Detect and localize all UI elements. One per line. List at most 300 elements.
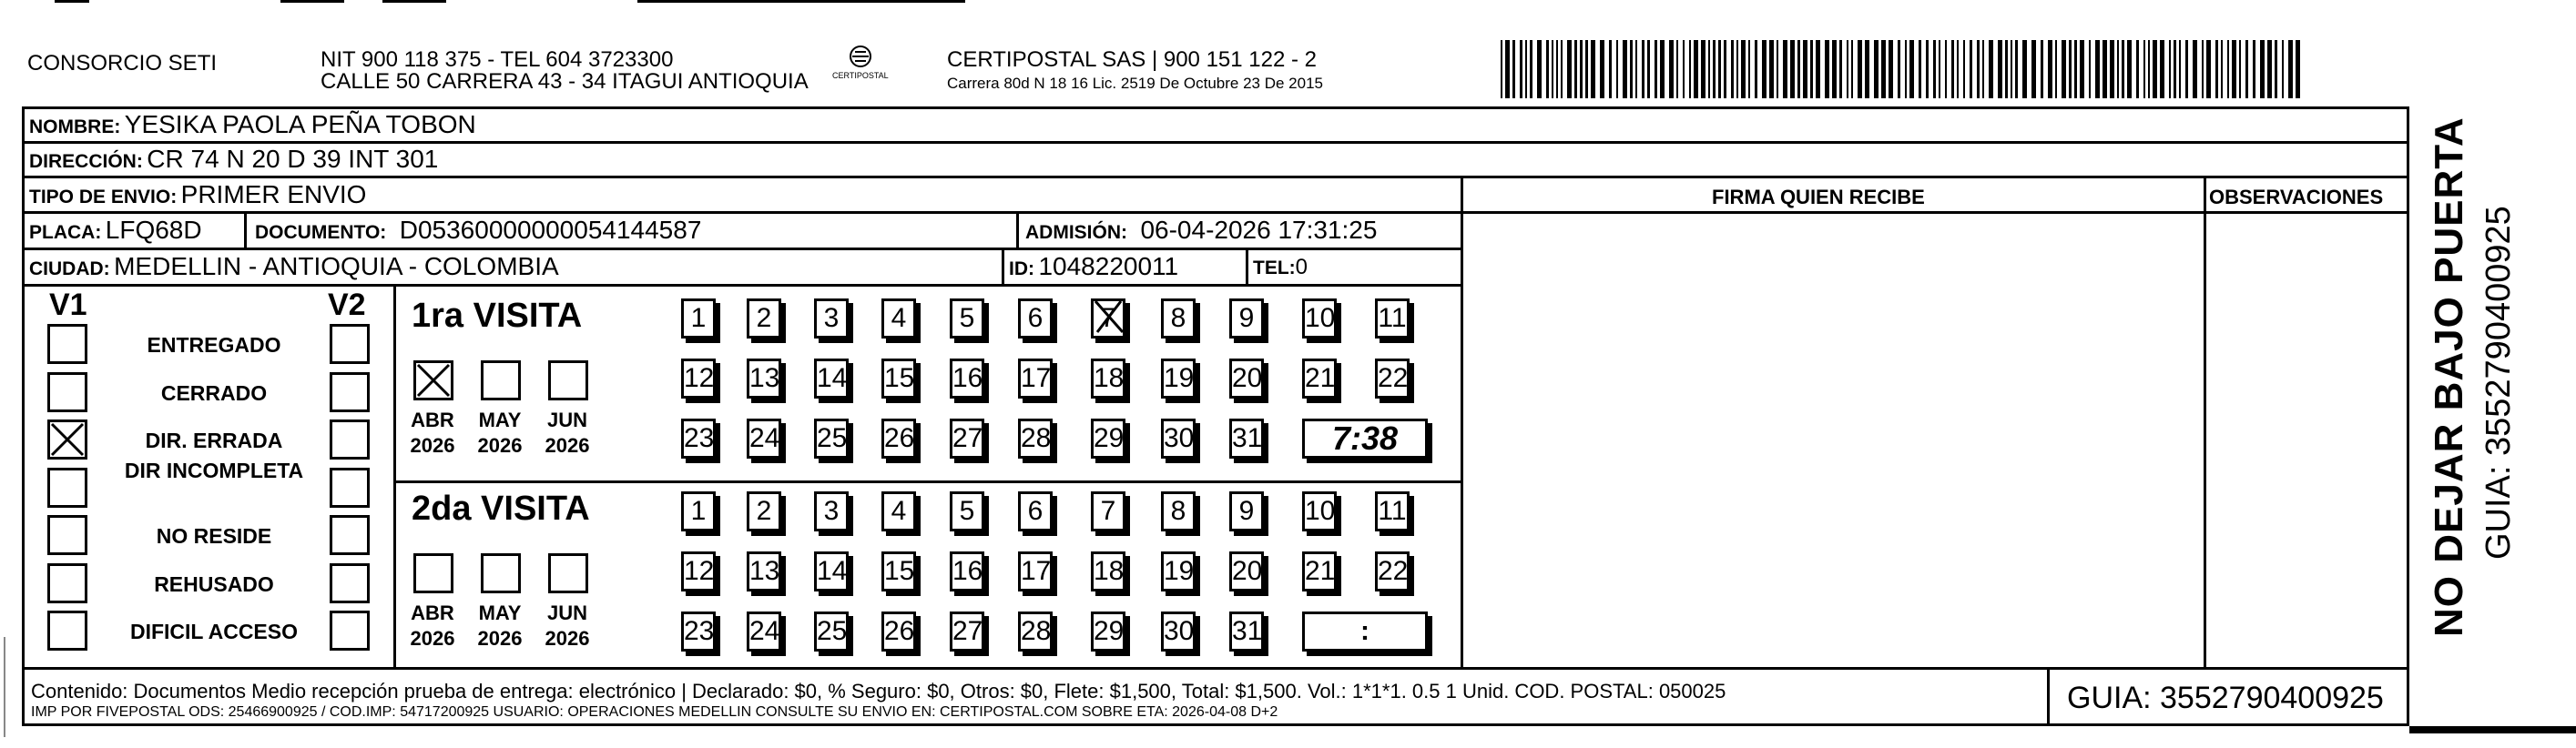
placa-divider — [244, 211, 247, 248]
month-name: JUN — [546, 409, 587, 431]
day-box[interactable]: 24 — [747, 612, 781, 652]
barcode-bar — [1591, 40, 1595, 98]
day-box[interactable]: 25 — [814, 419, 849, 459]
barcode-bar — [1970, 40, 1972, 98]
barcode-bar — [1963, 40, 1965, 98]
barcode-bar — [1708, 40, 1710, 98]
barcode-bar — [1881, 40, 1886, 98]
barcode-bar — [1642, 40, 1644, 98]
documento-value: D05360000000054144587 — [399, 216, 702, 244]
barcode-bar — [2122, 40, 2124, 98]
visit-divider — [393, 284, 396, 667]
frame-bottom — [22, 723, 2409, 726]
guia-footer: GUIA: 3552790400925 — [2067, 681, 2384, 715]
admision-row — [1025, 216, 1377, 245]
barcode-bar — [1951, 40, 1954, 98]
barcode-bar — [2245, 40, 2248, 98]
barcode-bar — [2080, 40, 2084, 98]
v1-status-checkbox[interactable] — [47, 563, 87, 603]
day-box[interactable]: 29 — [1091, 612, 1125, 652]
day-box[interactable]: 27 — [950, 419, 984, 459]
day-box[interactable]: 18 — [1091, 551, 1125, 591]
barcode-bar — [2239, 40, 2241, 98]
barcode-bar — [1858, 40, 1862, 98]
id-divider — [1002, 248, 1004, 284]
license-line: Carrera 80d N 18 16 Lic. 2519 De Octubre 23 De 2015 — [947, 75, 1323, 92]
barcode-bar — [1512, 40, 1515, 98]
barcode-bar — [1683, 40, 1685, 98]
direccion-label: DIRECCIÓN: — [29, 151, 143, 172]
month-label — [401, 408, 464, 459]
status-label: ENTREGADO — [147, 333, 281, 357]
barcode-bar — [1825, 40, 1829, 98]
day-box[interactable]: 21 — [1302, 551, 1337, 591]
barcode-bar — [2117, 40, 2119, 98]
day-box[interactable]: 9 — [1229, 298, 1264, 339]
day-box[interactable]: 12 — [681, 359, 716, 399]
month-name: JUN — [546, 601, 587, 624]
tipo-row — [29, 180, 366, 209]
barcode-bar — [2089, 40, 2091, 98]
documento-row — [255, 216, 701, 245]
month-checkbox[interactable] — [413, 360, 453, 400]
barcode-bar — [1676, 40, 1678, 98]
month-checkbox[interactable] — [481, 360, 521, 400]
barcode-bar — [1777, 40, 1778, 98]
contenido-line: Contenido: Documentos Medio recepción prueba de entrega: electrónico | Declarado: $0, % Seguro: $0, Otros: $0, Flete: $1,500, Total: $1,500. Vol.: 1*1*1. 0.5 1 Unid. COD. POSTAL: 050025 — [31, 680, 1726, 703]
v1-status-checkbox[interactable] — [47, 324, 87, 364]
barcode-bar — [2179, 40, 2181, 98]
barcode-bar — [2227, 40, 2229, 98]
barcode-bar — [1537, 40, 1542, 98]
id-row — [1009, 252, 1178, 281]
v2-status-checkbox[interactable] — [330, 468, 370, 508]
no-dejar-label: NO DEJAR BAJO PUERTA — [2427, 116, 2471, 637]
barcode-bar — [1713, 40, 1716, 98]
tipo-value: PRIMER ENVIO — [180, 180, 367, 208]
barcode-bar — [1989, 40, 1993, 98]
day-box[interactable]: 1 — [681, 491, 716, 531]
barcode-bar — [2267, 40, 2272, 98]
barcode-bar — [1832, 40, 1837, 98]
month-name: MAY — [478, 601, 522, 624]
barcode-bar — [2110, 40, 2114, 98]
v1-status-checkbox[interactable] — [47, 372, 87, 412]
barcode-bar — [2055, 40, 2057, 98]
month-name: MAY — [478, 409, 522, 431]
month-checkbox[interactable] — [548, 553, 588, 593]
day-box[interactable]: 23 — [681, 419, 716, 459]
day-box[interactable]: 26 — [881, 612, 916, 652]
first-visit-title: 1ra VISITA — [412, 297, 583, 335]
barcode-bar — [2048, 40, 2052, 98]
x-mark-icon — [416, 363, 451, 398]
barcode-bar — [1810, 40, 1813, 98]
barcode-bar — [2174, 40, 2176, 98]
v1-status-checkbox[interactable] — [47, 468, 87, 508]
month-year: 2026 — [477, 434, 523, 457]
barcode-bar — [1546, 40, 1549, 98]
barcode-bar — [2202, 40, 2204, 98]
barcode-bar — [1660, 40, 1665, 98]
barcode-bar — [1874, 40, 1879, 98]
month-year: 2026 — [545, 434, 590, 457]
ciudad-label: CIUDAD: — [29, 258, 110, 279]
barcode-bar — [1701, 40, 1705, 98]
day-box[interactable]: 30 — [1161, 612, 1196, 652]
barcode-bar — [1933, 40, 1936, 98]
barcode-bar — [2185, 40, 2188, 98]
barcode-bar — [2288, 40, 2293, 98]
day-number: 7 — [1100, 303, 1116, 333]
status-label: DIFICIL ACCESO — [129, 620, 298, 643]
v2-status-checkbox[interactable] — [330, 515, 370, 555]
barcode-bar — [1998, 40, 2002, 98]
month-label — [468, 601, 532, 652]
day-box[interactable]: 14 — [814, 551, 849, 591]
barcode-bar — [2095, 40, 2100, 98]
day-box[interactable]: 21 — [1302, 359, 1337, 399]
day-box[interactable]: 1 — [681, 298, 716, 339]
tel-row — [1253, 255, 1308, 280]
barcode-bar — [2127, 40, 2132, 98]
firma-divider — [1461, 176, 1463, 667]
status-label: NO RESIDE — [156, 524, 272, 548]
day-box[interactable]: 28 — [1018, 612, 1053, 652]
month-checkbox[interactable] — [413, 553, 453, 593]
barcode-bar — [1552, 40, 1553, 98]
day-box[interactable]: 20 — [1229, 359, 1264, 399]
status-label: DIR. ERRADA — [145, 429, 283, 452]
logo-text: CERTIPOSTAL — [832, 71, 889, 80]
day-box[interactable]: 16 — [950, 359, 984, 399]
barcode-bar — [1630, 40, 1633, 98]
barcode-bar — [1926, 40, 1929, 98]
barcode-bar — [2069, 40, 2072, 98]
day-box[interactable]: 17 — [1018, 359, 1053, 399]
barcode-bar — [1939, 40, 1940, 98]
id-value: 1048220011 — [1038, 252, 1179, 280]
day-box[interactable]: 16 — [950, 551, 984, 591]
v2-status-checkbox[interactable] — [330, 563, 370, 603]
certipostal-logo-icon — [838, 44, 883, 89]
month-checkbox[interactable] — [481, 553, 521, 593]
barcode-bar — [2253, 40, 2255, 98]
barcode-bar — [1755, 40, 1757, 98]
barcode-bar — [1839, 40, 1842, 98]
barcode-bar — [1748, 40, 1750, 98]
barcode-bar — [1736, 40, 1738, 98]
day-box[interactable]: 31 — [1229, 612, 1264, 652]
top-dash — [280, 0, 344, 3]
frame-right — [2407, 106, 2409, 725]
barcode-bar — [2148, 40, 2150, 98]
barcode-bar — [2022, 40, 2027, 98]
month-checkbox[interactable] — [548, 360, 588, 400]
time-box[interactable]: : — [1302, 612, 1428, 652]
barcode-bar — [1694, 40, 1698, 98]
side-guia: GUIA: 3552790400925 — [2479, 206, 2518, 560]
day-box[interactable]: 4 — [881, 298, 916, 339]
tel-divider — [1246, 248, 1248, 284]
day-box[interactable]: 15 — [881, 551, 916, 591]
month-year: 2026 — [410, 627, 455, 650]
barcode-bar — [2041, 40, 2043, 98]
barcode-bar — [1616, 40, 1618, 98]
day-box[interactable]: 31 — [1229, 419, 1264, 459]
day-box[interactable]: 20 — [1229, 551, 1264, 591]
certipostal-line: CERTIPOSTAL SAS | 900 151 122 - 2 — [947, 47, 1317, 72]
barcode-bar — [2206, 40, 2211, 98]
barcode-bar — [1635, 40, 1637, 98]
barcode-bar — [2282, 40, 2284, 98]
address-line: CALLE 50 CARRERA 43 - 34 ITAGUI ANTIOQUIA — [321, 69, 809, 94]
v2-label: V2 — [328, 288, 366, 322]
barcode-bar — [1803, 40, 1807, 98]
placa-value: LFQ68D — [105, 216, 202, 244]
nombre-row — [29, 110, 476, 139]
status-label: CERRADO — [160, 380, 268, 405]
barcode-bar — [1585, 40, 1588, 98]
v1-status-checkbox[interactable] — [47, 515, 87, 555]
barcode-bar — [1520, 40, 1522, 98]
day-box[interactable]: 22 — [1375, 359, 1410, 399]
direccion-row — [29, 145, 438, 174]
status-label: REHUSADO — [154, 571, 274, 596]
barcode-bar — [1689, 40, 1691, 98]
barcode-bar — [2193, 40, 2197, 98]
barcode-bar — [2031, 40, 2036, 98]
day-box[interactable]: 27 — [950, 612, 984, 652]
barcode-bar — [1718, 40, 1721, 98]
admision-divider — [1016, 211, 1019, 248]
barcode-bar — [1600, 40, 1604, 98]
day-box[interactable]: 23 — [681, 612, 716, 652]
barcode-bar — [1525, 40, 1527, 98]
barcode-bar — [2296, 40, 2300, 98]
barcode-bar — [2215, 40, 2218, 98]
barcode-bar — [1567, 40, 1572, 98]
nit-line: NIT 900 118 375 - TEL 604 3723300 — [321, 47, 674, 72]
row-line — [22, 211, 2409, 214]
day-box[interactable]: 11 — [1375, 491, 1410, 531]
day-box[interactable]: 5 — [950, 491, 984, 531]
barcode-bar — [1574, 40, 1577, 98]
day-box[interactable]: 25 — [814, 612, 849, 652]
barcode-bar — [1731, 40, 1734, 98]
barcode-bar — [2011, 40, 2012, 98]
barcode-bar — [1797, 40, 1800, 98]
day-box[interactable]: 2 — [747, 298, 781, 339]
day-box[interactable]: 2 — [747, 491, 781, 531]
barcode-bar — [1762, 40, 1767, 98]
day-box[interactable]: 10 — [1302, 491, 1337, 531]
day-box[interactable]: 6 — [1018, 298, 1053, 339]
barcode-bar — [1909, 40, 1914, 98]
barcode-bar — [1945, 40, 1947, 98]
barcode-bar — [2160, 40, 2164, 98]
barcode-bar — [1865, 40, 1869, 98]
visit-mid-line — [393, 480, 1461, 483]
month-label — [535, 408, 599, 459]
barcode-bar — [1580, 40, 1583, 98]
nombre-label: NOMBRE: — [29, 116, 121, 137]
tel-value: 0 — [1295, 255, 1308, 279]
barcode-bar — [1669, 40, 1674, 98]
top-dash — [55, 0, 89, 3]
time-box[interactable]: 7:38 — [1302, 419, 1428, 459]
tel-label: TEL: — [1253, 258, 1296, 278]
v1-status-checkbox[interactable] — [47, 611, 87, 651]
barcode-bar — [1769, 40, 1774, 98]
second-visit-title: 2da VISITA — [412, 490, 590, 528]
month-year: 2026 — [477, 627, 523, 650]
day-box[interactable]: 3 — [814, 298, 849, 339]
day-box[interactable]: 5 — [950, 298, 984, 339]
top-dash — [382, 0, 446, 3]
month-label — [535, 601, 599, 652]
x-mark-icon — [50, 422, 85, 457]
top-dash — [637, 0, 965, 3]
day-box[interactable]: 15 — [881, 359, 916, 399]
barcode-bar — [2074, 40, 2077, 98]
placa-label: PLACA: — [29, 222, 102, 243]
day-box[interactable] — [1091, 298, 1125, 339]
day-box[interactable]: 22 — [1375, 551, 1410, 591]
month-name: ABR — [411, 601, 454, 624]
day-box[interactable]: 24 — [747, 419, 781, 459]
v1-label: V1 — [49, 288, 87, 322]
barcode-bar — [2169, 40, 2171, 98]
barcode-bar — [1783, 40, 1787, 98]
barcode-bar — [2260, 40, 2265, 98]
day-box[interactable]: 19 — [1161, 359, 1196, 399]
day-box[interactable]: 29 — [1091, 419, 1125, 459]
barcode-bar — [1724, 40, 1726, 98]
ciudad-row — [29, 252, 559, 281]
barcode-bar — [2005, 40, 2008, 98]
imp-line: IMP POR FIVEPOSTAL ODS: 25466900925 / COD.IMP: 54717200925 USUARIO: OPERACIONES MEDELLIN CONSULTE SU ENVIO EN: CERTIPOSTAL.COM SOBRE ETA: 2026-04-08 D+2 — [31, 704, 1278, 720]
barcode-bar — [1655, 40, 1657, 98]
left-margin-mark — [4, 637, 5, 737]
footer-line — [22, 667, 2409, 670]
day-box[interactable]: 8 — [1161, 491, 1196, 531]
barcode-bar — [1847, 40, 1848, 98]
observaciones-label: OBSERVACIONES — [2209, 186, 2384, 208]
day-box[interactable]: 4 — [881, 491, 916, 531]
id-label: ID: — [1009, 258, 1034, 279]
barcode-bar — [1957, 40, 1959, 98]
barcode-bar — [1889, 40, 1893, 98]
day-box[interactable]: 13 — [747, 359, 781, 399]
day-box[interactable]: 9 — [1229, 491, 1264, 531]
barcode-bar — [2232, 40, 2236, 98]
documento-label: DOCUMENTO: — [255, 222, 387, 243]
day-box[interactable]: 17 — [1018, 551, 1053, 591]
barcode-bar — [1505, 40, 1510, 98]
frame-top — [22, 106, 2409, 109]
day-box[interactable]: 28 — [1018, 419, 1053, 459]
bottom-border — [2409, 726, 2576, 733]
day-box[interactable]: 10 — [1302, 298, 1337, 339]
row-line — [22, 176, 2409, 178]
barcode-bar — [1556, 40, 1558, 98]
day-box[interactable]: 18 — [1091, 359, 1125, 399]
company-name: CONSORCIO SETI — [27, 51, 218, 76]
barcode-bar — [1919, 40, 1921, 98]
day-box[interactable]: 3 — [814, 491, 849, 531]
day-box[interactable]: 7 — [1091, 491, 1125, 531]
tipo-label: TIPO DE ENVIO: — [29, 187, 178, 207]
month-label — [468, 408, 532, 459]
day-box[interactable]: 6 — [1018, 491, 1053, 531]
day-box[interactable]: 30 — [1161, 419, 1196, 459]
barcode-bar — [1790, 40, 1795, 98]
barcode-bar — [1609, 40, 1612, 98]
month-label — [401, 601, 464, 652]
v2-status-checkbox[interactable] — [330, 324, 370, 364]
barcode-bar — [1982, 40, 1984, 98]
barcode-bar — [2221, 40, 2223, 98]
barcode-bar — [1647, 40, 1650, 98]
barcode-bar — [1561, 40, 1563, 98]
frame-left — [22, 106, 25, 725]
month-year: 2026 — [410, 434, 455, 457]
v2-status-checkbox[interactable] — [330, 372, 370, 412]
firma-label: FIRMA QUIEN RECIBE — [1712, 186, 1925, 208]
observaciones-divider — [2204, 176, 2206, 667]
day-box[interactable]: 14 — [814, 359, 849, 399]
barcode-bar — [1851, 40, 1853, 98]
ciudad-value: MEDELLIN - ANTIOQUIA - COLOMBIA — [114, 252, 559, 280]
barcode-bar — [2136, 40, 2139, 98]
barcode-bar — [1741, 40, 1746, 98]
barcode-bar — [1501, 40, 1502, 98]
barcode — [1501, 40, 2304, 98]
row-line — [22, 284, 1462, 287]
barcode-bar — [1977, 40, 1980, 98]
v1-status-checkbox[interactable] — [47, 419, 87, 460]
day-box[interactable]: 11 — [1375, 298, 1410, 339]
barcode-bar — [1816, 40, 1820, 98]
admision-value: 06-04-2026 17:31:25 — [1140, 216, 1378, 244]
nombre-value: YESIKA PAOLA PEÑA TOBON — [124, 110, 476, 138]
v2-status-checkbox[interactable] — [330, 419, 370, 460]
day-box[interactable]: 12 — [681, 551, 716, 591]
barcode-bar — [2103, 40, 2107, 98]
day-box[interactable]: 13 — [747, 551, 781, 591]
direccion-value: CR 74 N 20 D 39 INT 301 — [147, 145, 439, 173]
status-label: DIR INCOMPLETA — [124, 458, 304, 482]
row-line — [22, 141, 2409, 144]
barcode-bar — [1905, 40, 1907, 98]
placa-row — [29, 216, 202, 245]
day-box[interactable]: 26 — [881, 419, 916, 459]
barcode-bar — [1623, 40, 1627, 98]
barcode-bar — [2062, 40, 2066, 98]
barcode-bar — [1898, 40, 1900, 98]
barcode-bar — [2153, 40, 2157, 98]
barcode-bar — [2143, 40, 2145, 98]
v2-status-checkbox[interactable] — [330, 611, 370, 651]
barcode-bar — [2275, 40, 2277, 98]
day-box[interactable]: 19 — [1161, 551, 1196, 591]
month-year: 2026 — [545, 627, 590, 650]
barcode-bar — [2015, 40, 2018, 98]
guia-divider — [2047, 667, 2050, 723]
certipostal-logo — [832, 44, 889, 89]
day-box[interactable]: 8 — [1161, 298, 1196, 339]
